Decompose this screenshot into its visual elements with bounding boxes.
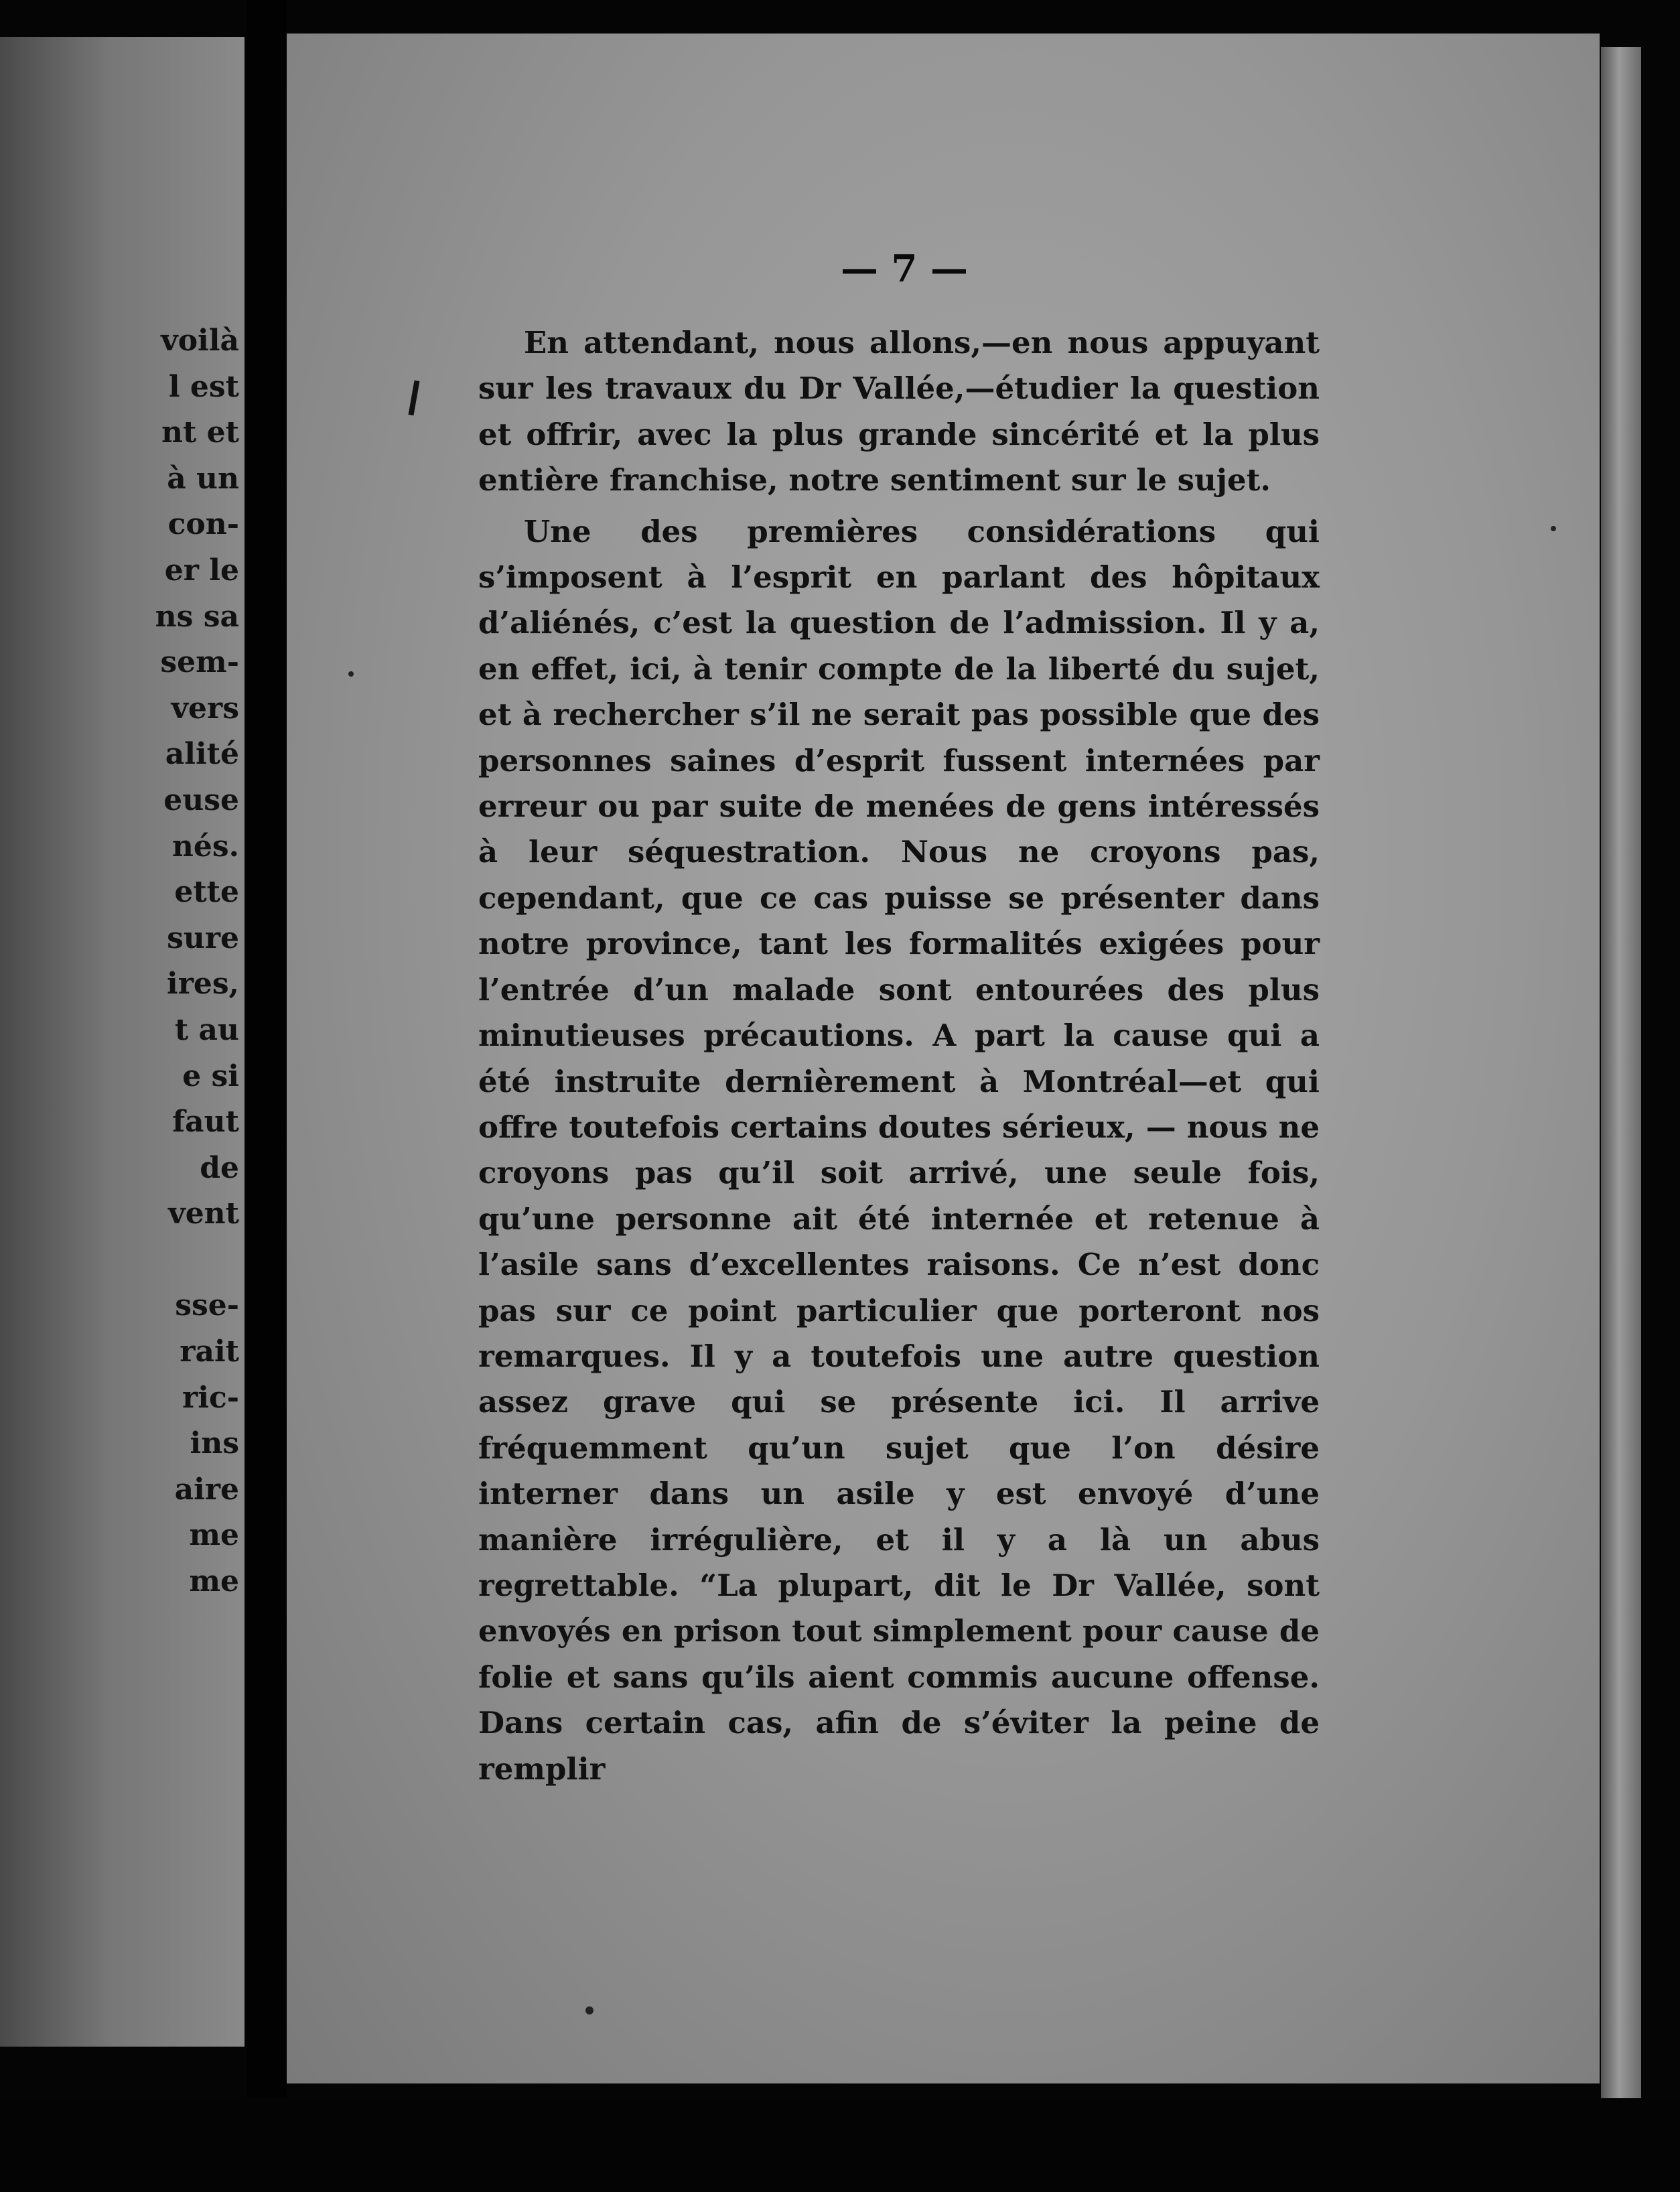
left-fragment: aire [174,1472,239,1507]
left-fragment: ric- [182,1380,239,1415]
paragraph: Une des premières considérations qui s’imposent à l’esprit en parlant des hôpitaux d’aliénés, c’est la question de l’admission. Il y a, en effet, ici, à tenir compte de la liberté du sujet, et à rechercher s’il ne serait pas possible que des personnes saines d’esprit fussent internées par erreur ou par suite de menées de gens intéressés à leur séquestration. Nous ne croyons pas, cependant, que ce cas puisse se présenter dans notre province, tant les formalités exigées pour l’entrée d’un malade sont entourées des plus minutieuses précautions. A part la cause qui a été instruite dernièrement à Montréal—et qui offre toutefois certains doutes sérieux, — nous ne croyons pas qu’il soit arrivé, une seule fois, qu’une personne ait été internée et retenue à l’asile sans d’excellentes raisons. Ce n’est donc pas sur ce point particulier que porteront nos remarques. Il y a toutefois une autre question assez grave qui se présente ici. Il arrive fréquemment qu’un sujet que l’on désire interner dans un asile y est envoyé d’une manière irrégulière, et il y a là un abus regrettable. “La plupart, dit le Dr Vallée, sont envoyés en prison tout simplement pour cause de folie et sans qu’ils aient commis aucune offense. Dans certain cas, afin de s’éviter la peine de remplir [478,513,1320,1787]
book-gutter [247,0,287,2192]
page-number: — 7 — [841,247,968,291]
left-fragment: sure [167,920,239,955]
left-fragment: sse- [175,1288,239,1323]
left-fragment: l est [168,369,239,404]
left-fragment: t au [174,1012,239,1047]
paper-speck [585,2006,593,2014]
left-fragment-gap [0,1237,244,1284]
left-fragment: sem- [160,645,239,680]
left-fragment: à un [167,461,239,496]
left-fragment: nt et [161,415,239,450]
left-fragment: ires, [167,967,239,1002]
paper-speck [1551,526,1556,531]
left-fragment: vent [168,1196,239,1231]
left-fragment: e si [182,1058,239,1093]
left-fragment: de [200,1150,239,1185]
left-fragment: er le [164,553,239,588]
left-fragment: vers [171,691,239,726]
scan-bottom-border [0,2098,1680,2192]
paragraph: En attendant, nous allons,—en nous appuyant sur les travaux du Dr Vallée,—étudier la question et offrir, avec la plus grande sincérité et la plus entière franchise, notre sentiment sur le sujet. [478,325,1320,498]
left-fragment: ette [174,875,239,910]
left-fragment: ins [190,1426,239,1461]
left-fragment: ns sa [155,599,239,634]
left-fragment: nés. [171,829,239,864]
left-fragment: faut [172,1105,239,1140]
left-page-text-fragments [0,318,244,1605]
left-fragment: me [189,1564,239,1599]
left-fragment: euse [163,782,239,817]
left-fragment: voilà [161,324,239,358]
left-fragment: me [189,1518,239,1553]
right-page-edge [1601,47,1641,2124]
paper-speck [348,671,354,677]
left-fragment: con- [167,507,239,542]
left-fragment: rait [180,1334,239,1369]
left-fragment: alité [165,737,239,772]
body-text [478,320,1320,1797]
